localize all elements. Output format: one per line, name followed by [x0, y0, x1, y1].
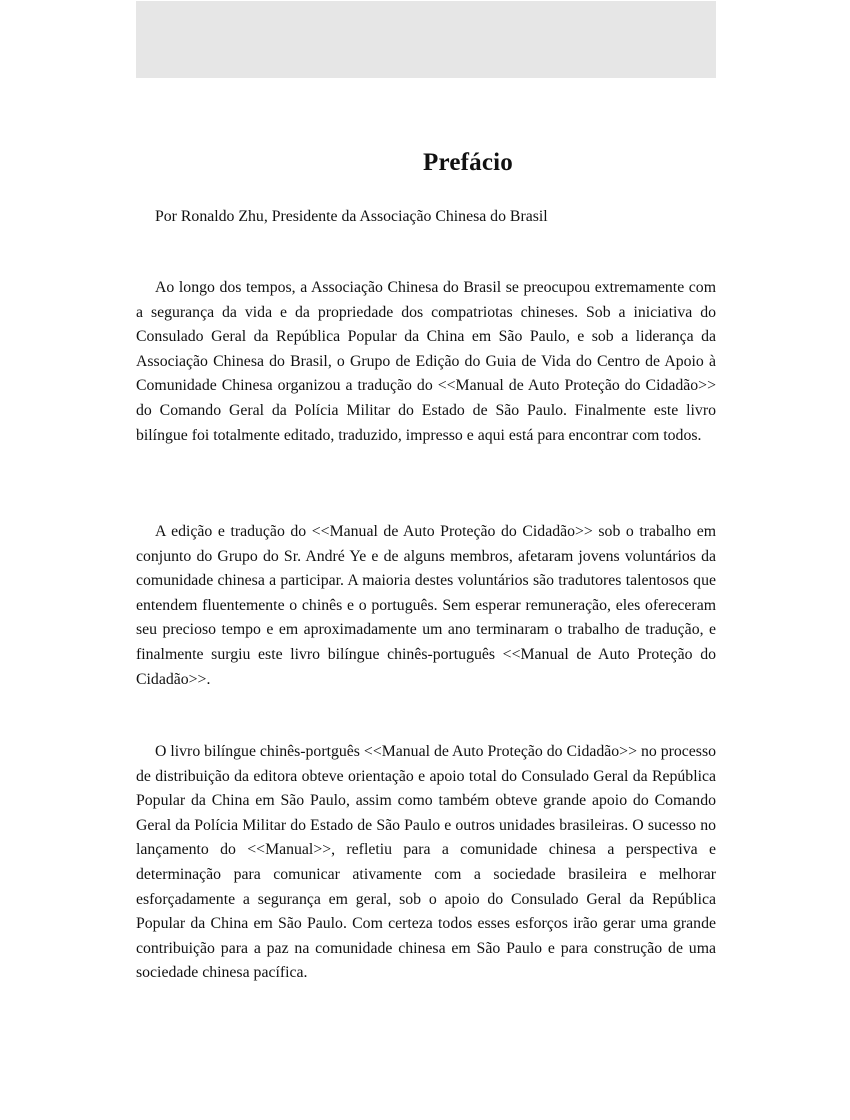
paragraph-3: O livro bilíngue chinês-portguês <<Manual de Auto Proteção do Cidadão>> no processo de distribuição da editora obteve orientação e apoio total do Consulado Geral da República Popular da China em São Paulo, assim como também obteve grande apoio do Comando Geral da Polícia Militar do Estado de São Paulo e outros unidades brasileiras. O sucesso no lançamento do <<Manual>>, refletiu para a comunidade chinesa a perspectiva e determinação para comunicar ativamente com a sociedade brasileira e melhorar esforçadamente a segurança em geral, sob o apoio do Consulado Geral da República Popular da China em São Paulo. Com certeza todos esses esforços irão gerar uma grande contribuição para a paz na comunidade chinesa em São Paulo e para construção de uma sociedade chinesa pacífica.: [136, 743, 716, 982]
byline: Por Ronaldo Zhu, Presidente da Associação Chinesa do Brasil: [155, 208, 548, 225]
paragraph-1: Ao longo dos tempos, a Associação Chinesa do Brasil se preocupou extremamente com a segurança da vida e da propriedade dos compatriotas chineses. Sob a iniciativa do Consulado Geral da República Popular da China em São Paulo, e sob a liderança da Associação Chinesa do Brasil, o Grupo de Edição do Guia de Vida do Centro de Apoio à Comunidade Chinesa organizou a tradução do <<Manual de Auto Proteção do Cidadão>> do Comando Geral da Polícia Militar do Estado de São Paulo. Finalmente este livro bilíngue foi totalmente editado, traduzido, impresso e aqui está para encontrar com todos.: [136, 279, 716, 444]
header-band: [136, 1, 716, 78]
page-title: Prefácio: [423, 148, 513, 176]
paragraph-2: A edição e tradução do <<Manual de Auto Proteção do Cidadão>> sob o trabalho em conjunto do Grupo do Sr. André Ye e de alguns membros, afetaram jovens voluntários da comunidade chinesa a participar. A maioria destes voluntários são tradutores talentosos que entendem fluentemente o chinês e o português. Sem esperar remuneração, eles ofereceram seu precioso tempo e em aproximadamente um ano terminaram o trabalho de tradução, e finalmente surgiu este livro bilíngue chinês-português <<Manual de Auto Proteção do Cidadão>>.: [136, 523, 716, 688]
